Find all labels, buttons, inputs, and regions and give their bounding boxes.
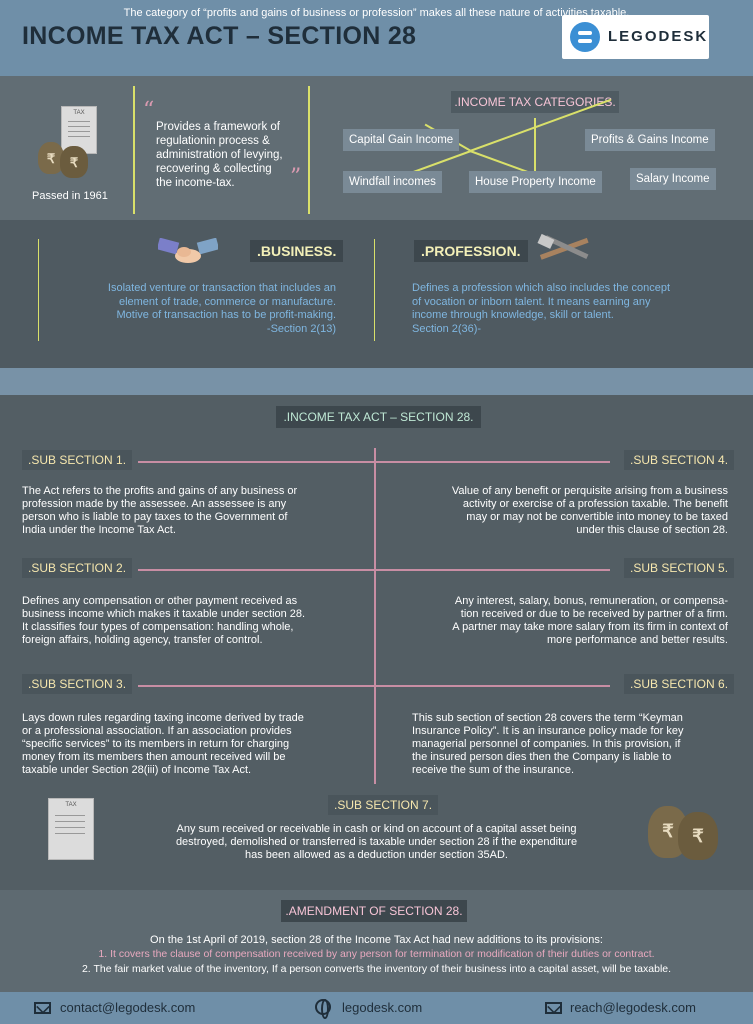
money-bag-icon: ₹ bbox=[678, 812, 718, 860]
sub-section-1-text: The Act refers to the profits and gains of any business or profession made by the assessee. An assessee is any person who is liable to pay taxes to the Government of India under the Income Tax Act. bbox=[22, 485, 298, 536]
profession-description: Defines a profession which also includes the concept of vocation or inborn talent. It means earning any income through knowledge, skill or talent. Section 2(36)- bbox=[412, 282, 671, 335]
category-note-text: The category of “profits and gains of business or profession” makes all these nature of activities taxable. bbox=[123, 7, 630, 19]
category-capital-gain: Capital Gain Income bbox=[343, 129, 459, 151]
mail-icon bbox=[34, 1002, 51, 1014]
connector-line bbox=[138, 685, 374, 687]
divider bbox=[308, 86, 310, 214]
sub-section-6-text: This sub section of section 28 covers the term “Keyman Insurance Policy”. It is an insurance policy made for key managerial personnel of companies. In this provision, if the insured person dies then the Company is liable to receive the sum of the insurance. bbox=[412, 712, 684, 776]
mail-icon bbox=[545, 1002, 562, 1014]
sub-section-5-label: .SUB SECTION 5. bbox=[624, 558, 734, 578]
category-note-band bbox=[0, 368, 753, 395]
connector-line bbox=[376, 685, 610, 687]
sub-section-3-label: .SUB SECTION 3. bbox=[22, 674, 132, 694]
money-bag-icon: ₹ bbox=[60, 146, 88, 178]
amendment-title: .AMENDMENT OF SECTION 28. bbox=[281, 900, 467, 922]
page-title: INCOME TAX ACT – SECTION 28 bbox=[22, 22, 417, 50]
connector-line bbox=[376, 569, 610, 571]
divider bbox=[374, 239, 375, 341]
website-link[interactable]: legodesk.com bbox=[342, 1000, 423, 1015]
sub-section-2-label: .SUB SECTION 2. bbox=[22, 558, 132, 578]
legodesk-logo[interactable] bbox=[562, 15, 709, 59]
category-windfall: Windfall incomes bbox=[343, 171, 442, 193]
tax-document-icon: TAX bbox=[61, 106, 97, 154]
divider bbox=[38, 239, 39, 341]
logo-text: LEGODESK bbox=[608, 28, 709, 45]
sub-section-7-text: Any sum received or receivable in cash or kind on account of a capital asset being destroyed, demolished or transferred is taxable under section 28 if the expenditure has been allowed as a deduction under section 35AD. bbox=[175, 823, 578, 861]
contact-email-link[interactable]: contact@legodesk.com bbox=[60, 1000, 196, 1015]
connector-line bbox=[138, 461, 374, 463]
reach-email-link[interactable]: reach@legodesk.com bbox=[570, 1000, 696, 1015]
income-tax-categories-title: .INCOME TAX CATEGORIES. bbox=[451, 91, 619, 113]
connector-line bbox=[376, 461, 610, 463]
business-description: Isolated venture or transaction that includes an element of trade, commerce or manufacture. Motive of transaction has to be profit-making. -Section 2(13) bbox=[107, 282, 336, 335]
amendment-intro: On the 1st April of 2019, section 28 of the Income Tax Act had new additions to its provisions: bbox=[150, 934, 603, 946]
profession-title: .PROFESSION. bbox=[414, 240, 528, 262]
sub-section-2-text: Defines any compensation or other payment received as business income which makes it taxable under section 28. It classifies four types of compensation: handling whole, foreign affairs, holding agency, transfer of control. bbox=[22, 595, 306, 646]
sub-section-1-label: .SUB SECTION 1. bbox=[22, 450, 132, 470]
framework-quote: Provides a framework of regulationin process & administration of levying, recovering & collecting the income-tax. bbox=[156, 121, 283, 189]
center-divider bbox=[374, 448, 376, 784]
sub-section-6-label: .SUB SECTION 6. bbox=[624, 674, 734, 694]
quote-close-icon: ” bbox=[290, 165, 302, 190]
money-bag-icon: ₹ bbox=[38, 142, 64, 174]
category-profits-gains: Profits & Gains Income bbox=[585, 129, 715, 151]
sub-section-5-text: Any interest, salary, bonus, remuneration, or compensa- tion received or due to be received by partner of a firm. A partner may take more salary from its firm in context of more performance and better results. bbox=[452, 595, 728, 646]
category-salary: Salary Income bbox=[630, 168, 716, 190]
connector-line bbox=[138, 569, 374, 571]
amendment-point-1: 1. It covers the clause of compensation received by any person for termination or modification of their duties or contract. bbox=[98, 948, 655, 960]
section28-title: .INCOME TAX ACT – SECTION 28. bbox=[276, 406, 481, 428]
divider bbox=[133, 86, 135, 214]
sub-section-4-text: Value of any benefit or perquisite arising from a business activity or exercise of a profession taxable. The benefit may or may not be convertible into money to be taxed under this clause of section 28. bbox=[451, 485, 728, 536]
handshake-icon bbox=[158, 238, 218, 268]
passed-year-text: Passed in 1961 bbox=[32, 190, 108, 202]
tools-icon bbox=[535, 232, 597, 266]
business-title: .BUSINESS. bbox=[250, 240, 343, 262]
tax-document-icon: TAX bbox=[48, 798, 94, 860]
quote-open-icon: “ bbox=[143, 98, 155, 123]
sub-section-7-label: .SUB SECTION 7. bbox=[328, 795, 438, 815]
category-house-property: House Property Income bbox=[469, 171, 602, 193]
sub-section-3-text: Lays down rules regarding taxing income derived by trade or a professional association. If an association provides “specific services” to its members in return for charging money from its members then amount received will be taxable under Section 28(iii) of Income Tax Act. bbox=[22, 712, 304, 776]
logo-mark-icon bbox=[570, 22, 600, 52]
amendment-point-2: 2. The fair market value of the inventory, If a person converts the inventory of their business into a capital asset, will be taxable. bbox=[81, 963, 672, 975]
globe-icon bbox=[315, 999, 331, 1015]
money-bag-icon: ₹ bbox=[648, 806, 688, 858]
sub-section-4-label: .SUB SECTION 4. bbox=[624, 450, 734, 470]
